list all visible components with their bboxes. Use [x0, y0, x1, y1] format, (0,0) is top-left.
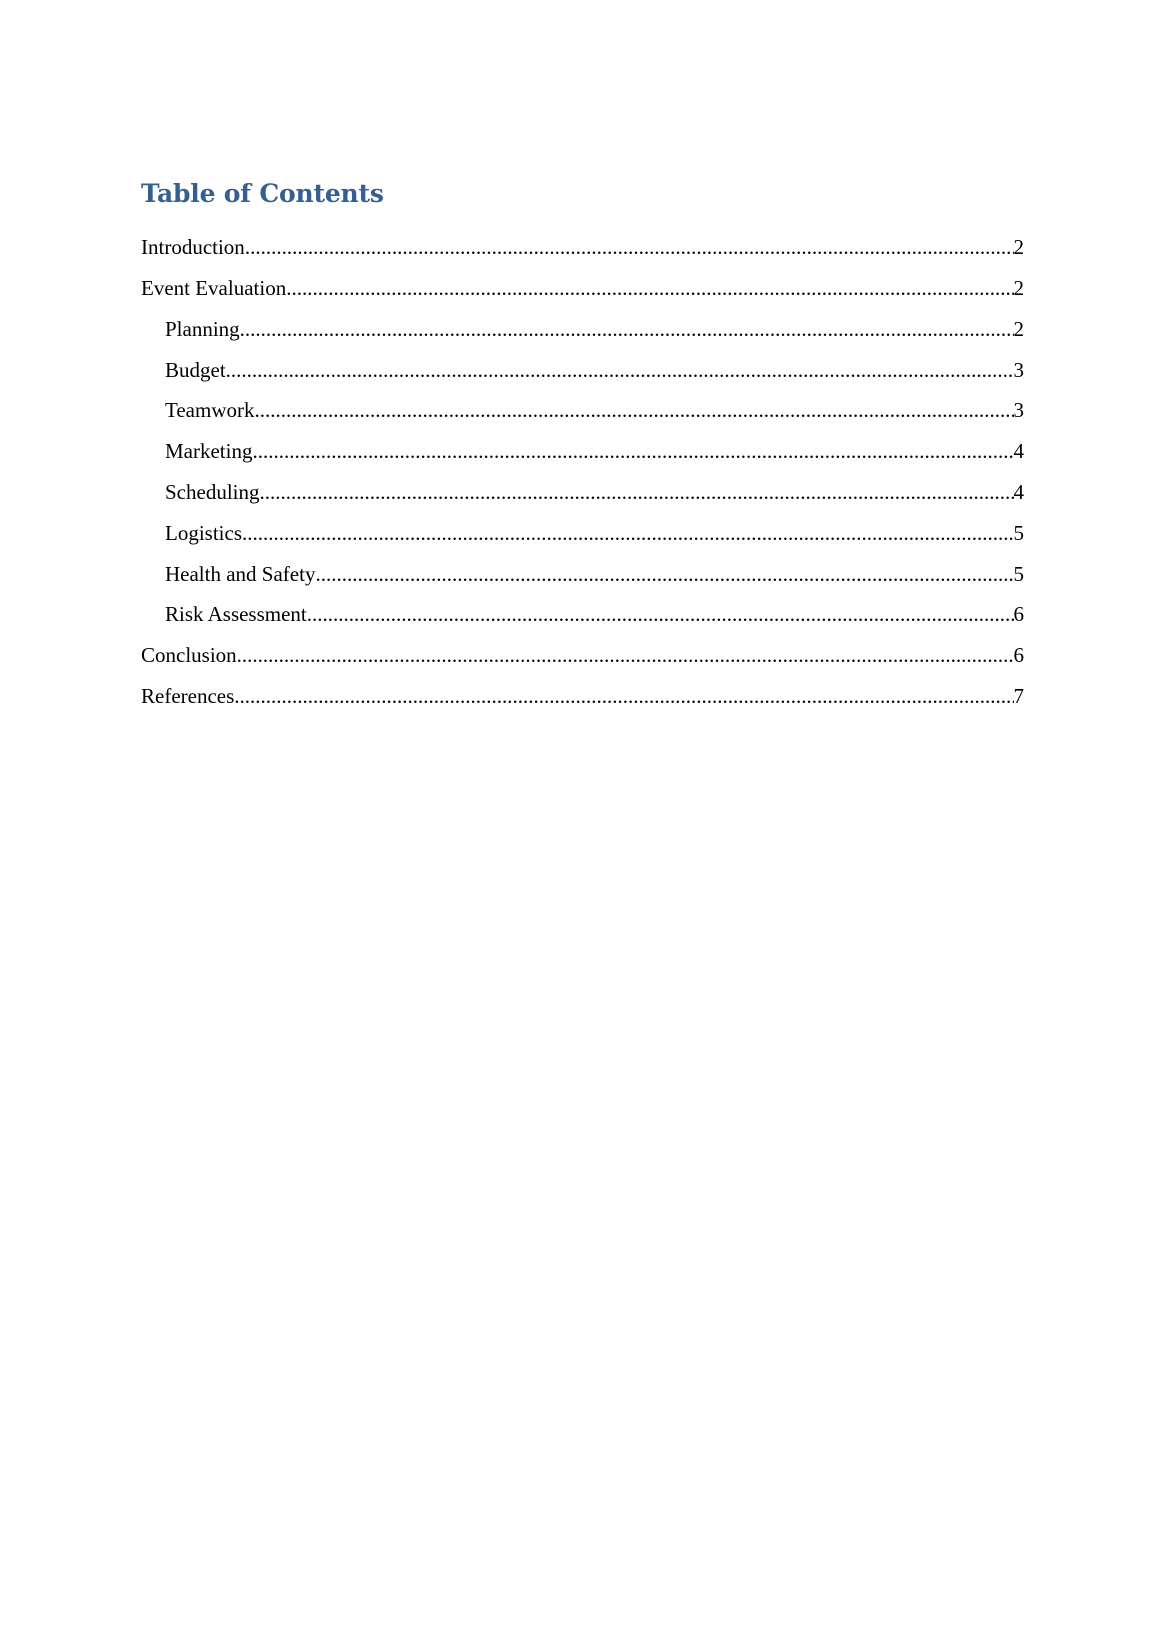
toc-entry-label: Marketing	[165, 439, 253, 464]
toc-title: Table of Contents	[141, 179, 384, 208]
toc-entry-label: Teamwork	[165, 398, 255, 423]
toc-leader-dots	[260, 480, 1014, 505]
toc-leader-dots	[237, 643, 1014, 668]
toc-entry-label: Risk Assessment	[165, 602, 307, 627]
toc-entry-risk-assessment[interactable]	[141, 602, 1024, 643]
toc-entry-label: References	[141, 684, 235, 709]
toc-entry-label: Logistics	[165, 520, 242, 545]
toc-entry-label: Introduction	[141, 235, 245, 260]
toc-leader-dots	[226, 358, 1014, 383]
toc-entry-page: 5	[1013, 561, 1024, 586]
toc-leader-dots	[315, 562, 1013, 587]
toc-entry-label: Event Evaluation	[141, 276, 287, 301]
toc-leader-dots	[286, 276, 1013, 301]
toc-entry-page: 4	[1013, 480, 1024, 505]
table-of-contents	[141, 178, 1024, 725]
toc-entry-label: Conclusion	[141, 643, 237, 668]
toc-entry-page: 7	[1013, 684, 1024, 709]
toc-leader-dots	[234, 684, 1013, 709]
toc-entry-label: Health and Safety	[165, 561, 316, 586]
toc-entry-page: 6	[1013, 602, 1024, 627]
toc-entry-budget[interactable]	[141, 358, 1024, 399]
toc-entry-page: 3	[1013, 398, 1024, 423]
toc-entry-label: Planning	[165, 316, 240, 341]
toc-entry-page: 2	[1013, 235, 1024, 260]
toc-entry-event-evaluation[interactable]	[141, 276, 1024, 317]
toc-entry-page: 6	[1013, 643, 1024, 668]
toc-entry-label: Scheduling	[165, 480, 260, 505]
toc-leader-dots	[245, 235, 1014, 260]
toc-entry-page: 2	[1013, 316, 1024, 341]
toc-leader-dots	[242, 521, 1014, 546]
toc-entry-health-and-safety[interactable]	[141, 562, 1024, 603]
toc-entry-label: Budget	[165, 357, 226, 382]
toc-entry-page: 4	[1013, 439, 1024, 464]
toc-entry-teamwork[interactable]	[141, 398, 1024, 439]
toc-leader-dots	[255, 398, 1014, 423]
toc-entry-page: 5	[1013, 520, 1024, 545]
toc-entry-page: 3	[1013, 357, 1024, 382]
toc-leader-dots	[252, 439, 1013, 464]
toc-entry-logistics[interactable]	[141, 521, 1024, 562]
toc-entry-references[interactable]	[141, 684, 1024, 725]
toc-leader-dots	[307, 602, 1014, 627]
toc-entry-introduction[interactable]	[141, 235, 1024, 276]
toc-entry-planning[interactable]	[141, 317, 1024, 358]
toc-leader-dots	[240, 317, 1014, 342]
toc-entry-marketing[interactable]	[141, 439, 1024, 480]
toc-entry-scheduling[interactable]	[141, 480, 1024, 521]
toc-entry-page: 2	[1013, 276, 1024, 301]
toc-entry-conclusion[interactable]	[141, 643, 1024, 684]
